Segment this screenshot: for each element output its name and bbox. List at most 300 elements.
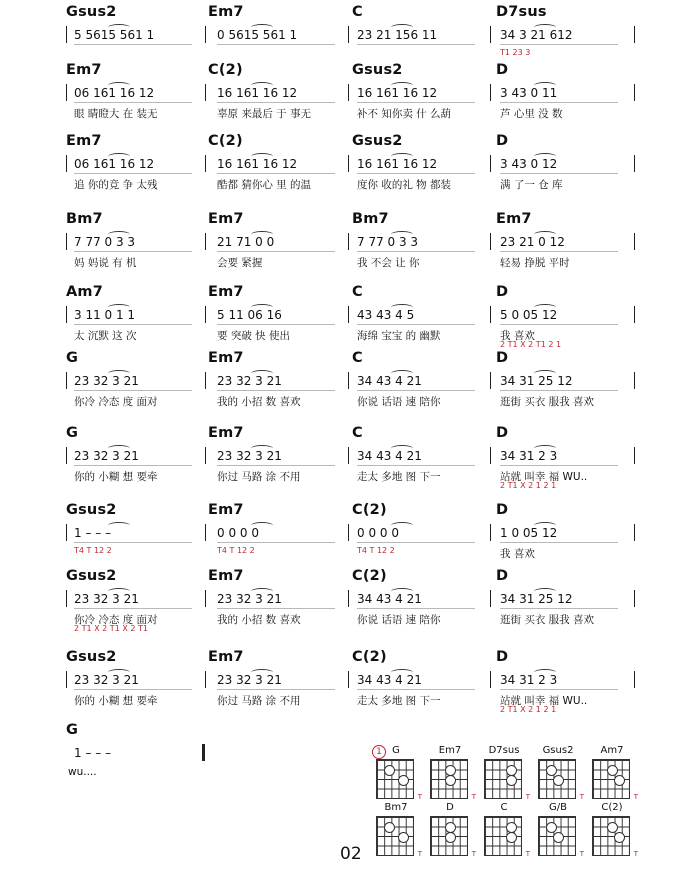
- beam-underline: [74, 608, 192, 609]
- chord-name: C(2): [208, 133, 243, 149]
- tab-annotation: 2 T1 X 2 1 2 1: [500, 481, 557, 490]
- measure-notes: 23 32 3 21: [217, 449, 282, 463]
- bar-line: [490, 26, 491, 43]
- lyric-line: 逛街 买衣 服我 喜欢: [500, 396, 595, 408]
- tab-annotation: T4 T 12 2: [357, 546, 395, 555]
- bar-line: [348, 590, 349, 607]
- beam-underline: [217, 542, 335, 543]
- chord-name: D: [496, 350, 509, 366]
- measure-notes: 0 0 0 0: [217, 526, 259, 540]
- beam-underline: [357, 465, 475, 466]
- chord-diagram: [370, 802, 422, 860]
- lyric-line: 站就 叫幸 福 WU..: [500, 695, 588, 707]
- finger-dot: [506, 775, 517, 786]
- beam-underline: [500, 465, 618, 466]
- beam-underline: [74, 44, 192, 45]
- bar-line: [66, 84, 67, 101]
- measure-notes: 34 43 4 21: [357, 449, 422, 463]
- bar-line: [205, 84, 206, 101]
- chord-name: C: [352, 284, 363, 300]
- bar-line: [490, 524, 491, 541]
- tab-row: [0, 502, 680, 572]
- lyric-line: 你说 话语 速 陪你: [357, 396, 441, 408]
- chord-diagram-name: G: [392, 745, 400, 756]
- bar-line: [205, 447, 206, 464]
- chord-diagram-name: C: [500, 802, 508, 813]
- thumb-marker: T: [579, 793, 584, 801]
- finger-dot: [384, 765, 395, 776]
- finger-dot: [445, 832, 456, 843]
- page-number: 02: [340, 844, 362, 864]
- lyric-line: 逛街 买衣 服我 喜欢: [500, 614, 595, 626]
- measure-notes: 23 32 3 21: [74, 374, 139, 388]
- lyric-line: 要 突破 快 使出: [217, 330, 291, 342]
- bar-line: [634, 447, 635, 464]
- lyric-line: 你冷 冷态 度 面对: [74, 396, 158, 408]
- beam-underline: [217, 689, 335, 690]
- lyric-line: 我 喜欢: [500, 548, 535, 560]
- bar-line: [205, 590, 206, 607]
- thumb-marker: T: [633, 850, 638, 858]
- chord-name: Em7: [66, 62, 102, 78]
- tab-row: [0, 62, 680, 132]
- tie-arc: [534, 304, 556, 311]
- tab-row: [0, 568, 680, 638]
- chord-name: D: [496, 502, 509, 518]
- bar-line: [490, 372, 491, 389]
- chord-name: Gsus2: [66, 649, 117, 665]
- measure-notes: 5 0 05 12: [500, 308, 558, 322]
- bar-line: [490, 84, 491, 101]
- tab-row: [0, 350, 680, 420]
- tab-row: [0, 211, 680, 281]
- lyric-line: 走太 多地 图 下一: [357, 695, 441, 707]
- lyric-line: 太 沉默 这 次: [74, 330, 137, 342]
- beam-underline: [217, 465, 335, 466]
- tie-arc: [391, 82, 413, 89]
- beam-underline: [500, 251, 618, 252]
- chord-diagram: [586, 745, 638, 803]
- bar-line: [490, 306, 491, 323]
- measure-notes: 16 161 16 12: [357, 157, 438, 171]
- measure-notes: 23 32 3 21: [74, 592, 139, 606]
- chord-name: Gsus2: [352, 62, 403, 78]
- lyric-line: 我 喜欢: [500, 330, 535, 342]
- lyric-line: 你过 马路 涂 不用: [217, 471, 301, 483]
- tab-annotation: T4 T 12 2: [74, 546, 112, 555]
- measure-notes: 34 43 4 21: [357, 374, 422, 388]
- beam-underline: [357, 689, 475, 690]
- beam-underline: [357, 173, 475, 174]
- tie-arc: [534, 153, 556, 160]
- measure-notes: 7 77 0 3 3: [357, 235, 419, 249]
- finger-dot: [546, 765, 557, 776]
- bar-line: [634, 84, 635, 101]
- tie-arc: [391, 669, 413, 676]
- finger-dot: [445, 775, 456, 786]
- chord-name: Em7: [208, 502, 244, 518]
- tie-arc: [108, 231, 130, 238]
- chord-diagram: [478, 745, 530, 803]
- bar-line: [66, 233, 67, 250]
- lyric-line: 海绵 宝宝 的 幽默: [357, 330, 441, 342]
- finger-dot: [614, 832, 625, 843]
- bar-line: [66, 26, 67, 43]
- lyric-line: 你过 马路 涂 不用: [217, 695, 301, 707]
- chord-name: C(2): [352, 502, 387, 518]
- lyric-line: 我 不会 让 你: [357, 257, 420, 269]
- bar-line: [634, 26, 635, 43]
- bar-line: [205, 233, 206, 250]
- chord-diagram-name: G/B: [549, 802, 567, 813]
- chord-name: Am7: [66, 284, 104, 300]
- chord-diagram-name: D7sus: [488, 745, 520, 756]
- bar-line: [348, 155, 349, 172]
- tab-annotation: 2 T1 X 2 1 2 1: [500, 705, 557, 714]
- measure-notes: 23 32 3 21: [74, 673, 139, 687]
- tie-arc: [108, 669, 130, 676]
- bar-line: [348, 233, 349, 250]
- finger-dot: [398, 775, 409, 786]
- bar-line: [634, 155, 635, 172]
- measure-notes: 16 161 16 12: [217, 157, 298, 171]
- tie-arc: [391, 153, 413, 160]
- measure-notes: 0 5615 561 1: [217, 28, 298, 42]
- measure-notes: 34 31 2 3: [500, 449, 558, 463]
- bar-line: [66, 372, 67, 389]
- finger-dot: [607, 765, 618, 776]
- chord-name: C(2): [208, 62, 243, 78]
- beam-underline: [500, 542, 618, 543]
- tie-arc: [251, 522, 273, 529]
- chord-name: D: [496, 62, 509, 78]
- lyric-line: 满 了一 仓 库: [500, 179, 563, 191]
- chord-diagram: [424, 745, 476, 803]
- measure-notes: 23 21 156 11: [357, 28, 438, 42]
- bar-line: [205, 524, 206, 541]
- lyric-line: 会要 紧握: [217, 257, 263, 269]
- bar-line: [634, 372, 635, 389]
- measure-notes: 3 11 0 1 1: [74, 308, 136, 322]
- measure-notes: 0 0 0 0: [357, 526, 399, 540]
- beam-underline: [357, 542, 475, 543]
- chord-name: Em7: [208, 425, 244, 441]
- measure-notes: 1 – – –: [74, 526, 112, 540]
- tab-annotation: 2 T1 X 2 T1 X 2 T1: [74, 624, 148, 633]
- beam-underline: [500, 102, 618, 103]
- chord-name: Em7: [66, 133, 102, 149]
- beam-underline: [74, 390, 192, 391]
- finger-dot: [553, 775, 564, 786]
- tie-arc: [251, 82, 273, 89]
- measure-notes: 16 161 16 12: [217, 86, 298, 100]
- bar-line: [205, 372, 206, 389]
- chord-name: C(2): [352, 649, 387, 665]
- measure-notes: 16 161 16 12: [357, 86, 438, 100]
- thumb-marker: T: [417, 850, 422, 858]
- tie-arc: [251, 445, 273, 452]
- chord-name: D: [496, 649, 509, 665]
- chord-name: Bm7: [352, 211, 389, 227]
- lyric-line: 酷都 猜你心 里 的温: [217, 179, 312, 191]
- chord-diagram: [532, 745, 584, 803]
- bar-line: [634, 671, 635, 688]
- bar-line: [205, 671, 206, 688]
- bar-line: [66, 524, 67, 541]
- beam-underline: [74, 689, 192, 690]
- bar-line: [490, 447, 491, 464]
- bar-line: [205, 26, 206, 43]
- measure-notes: 34 31 25 12: [500, 374, 573, 388]
- tie-arc: [391, 370, 413, 377]
- tie-arc: [251, 304, 273, 311]
- bar-line: [490, 590, 491, 607]
- lyric-line: 妈 妈说 有 机: [74, 257, 137, 269]
- measure-notes: 06 161 16 12: [74, 86, 155, 100]
- tie-arc: [534, 24, 556, 31]
- measure-notes: 5 11 06 16: [217, 308, 282, 322]
- finger-circle-marker: 1: [372, 745, 386, 759]
- tie-arc: [251, 669, 273, 676]
- chord-name: Bm7: [66, 211, 103, 227]
- tie-arc: [534, 669, 556, 676]
- tie-arc: [534, 445, 556, 452]
- beam-underline: [74, 542, 192, 543]
- beam-underline: [74, 251, 192, 252]
- chord-name: D: [496, 284, 509, 300]
- tab-row: [0, 284, 680, 354]
- chord-name: Em7: [208, 4, 244, 20]
- tie-arc: [108, 588, 130, 595]
- measure-notes: 23 32 3 21: [217, 374, 282, 388]
- bar-line: [490, 233, 491, 250]
- bar-line: [66, 155, 67, 172]
- beam-underline: [357, 390, 475, 391]
- thumb-marker: T: [471, 793, 476, 801]
- chord-name: Em7: [208, 284, 244, 300]
- chord-name: G: [66, 425, 79, 441]
- finger-dot: [506, 832, 517, 843]
- beam-underline: [500, 44, 618, 45]
- chord-name: G: [66, 722, 79, 738]
- bar-line: [348, 372, 349, 389]
- bar-line: [634, 306, 635, 323]
- chord-name: Em7: [208, 568, 244, 584]
- measure-notes: 3 43 0 12: [500, 157, 558, 171]
- beam-underline: [500, 390, 618, 391]
- lyric-line: 追 你的竞 争 太残: [74, 179, 158, 191]
- chord-name: Em7: [208, 649, 244, 665]
- tie-arc: [534, 588, 556, 595]
- beam-underline: [74, 324, 192, 325]
- chord-name: C: [352, 425, 363, 441]
- tie-arc: [391, 24, 413, 31]
- measure-notes: 5 5615 561 1: [74, 28, 155, 42]
- lyric-line: 辜原 来最后 于 事无: [217, 108, 312, 120]
- measure-notes: 23 32 3 21: [74, 449, 139, 463]
- measure-notes: 23 21 0 12: [500, 235, 565, 249]
- finger-dot: [553, 832, 564, 843]
- measure-notes: 23 32 3 21: [217, 592, 282, 606]
- bar-line: [348, 84, 349, 101]
- tie-arc: [534, 231, 556, 238]
- tab-annotation: T1 23 3: [500, 48, 531, 57]
- thumb-marker: T: [579, 850, 584, 858]
- bar-line: [348, 524, 349, 541]
- chord-name: C: [352, 350, 363, 366]
- chord-diagram: [586, 802, 638, 860]
- beam-underline: [217, 390, 335, 391]
- measure-notes: 1 – – –: [74, 746, 112, 760]
- lyric-line: 你的 小糊 想 要牵: [74, 471, 158, 483]
- finger-dot: [398, 832, 409, 843]
- finger-dot: [546, 822, 557, 833]
- bar-line: [490, 671, 491, 688]
- beam-underline: [357, 324, 475, 325]
- tie-arc: [391, 588, 413, 595]
- lyric-line: 你的 小糊 想 要牵: [74, 695, 158, 707]
- lyric-line: 芦 心里 没 数: [500, 108, 563, 120]
- measure-notes: 06 161 16 12: [74, 157, 155, 171]
- beam-underline: [500, 173, 618, 174]
- lyric-line: 眼 睛瞪大 在 装无: [74, 108, 158, 120]
- tie-arc: [251, 370, 273, 377]
- measure-notes: 43 43 4 5: [357, 308, 415, 322]
- tab-annotation: T4 T 12 2: [217, 546, 255, 555]
- bar-line: [348, 306, 349, 323]
- chord-name: D: [496, 133, 509, 149]
- beam-underline: [500, 608, 618, 609]
- tie-arc: [108, 82, 130, 89]
- tie-arc: [391, 522, 413, 529]
- tie-arc: [251, 153, 273, 160]
- tie-arc: [534, 370, 556, 377]
- beam-underline: [500, 689, 618, 690]
- tie-arc: [251, 231, 273, 238]
- chord-name: G: [66, 350, 79, 366]
- measure-notes: 34 31 2 3: [500, 673, 558, 687]
- chord-diagram: [424, 802, 476, 860]
- measure-notes: 34 31 25 12: [500, 592, 573, 606]
- beam-underline: [74, 465, 192, 466]
- tie-arc: [108, 153, 130, 160]
- beam-underline: [217, 251, 335, 252]
- bar-line: [634, 233, 635, 250]
- chord-name: Em7: [496, 211, 532, 227]
- beam-underline: [217, 44, 335, 45]
- beam-underline: [74, 102, 192, 103]
- bar-line: [205, 306, 206, 323]
- bar-line: [66, 306, 67, 323]
- beam-underline: [74, 173, 192, 174]
- chord-name: Gsus2: [352, 133, 403, 149]
- bar-line: [634, 524, 635, 541]
- final-bar-line: [202, 744, 205, 761]
- tie-arc: [108, 370, 130, 377]
- beam-underline: [357, 102, 475, 103]
- tie-arc: [391, 231, 413, 238]
- beam-underline: [217, 608, 335, 609]
- chord-diagram-name: Em7: [438, 745, 462, 756]
- bar-line: [205, 155, 206, 172]
- bar-line: [66, 447, 67, 464]
- bar-line: [66, 590, 67, 607]
- bar-line: [66, 671, 67, 688]
- chord-diagram-name: Am7: [600, 745, 624, 756]
- finger-dot: [384, 822, 395, 833]
- thumb-marker: T: [417, 793, 422, 801]
- lyric-line: wu....: [68, 766, 97, 778]
- thumb-marker: T: [525, 850, 530, 858]
- tie-arc: [108, 304, 130, 311]
- bar-line: [348, 447, 349, 464]
- tab-row: [0, 133, 680, 203]
- thumb-marker: T: [633, 793, 638, 801]
- measure-notes: 34 43 4 21: [357, 592, 422, 606]
- chord-diagram: [532, 802, 584, 860]
- tie-arc: [534, 82, 556, 89]
- lyric-line: 补不 知你卖 什 么葫: [357, 108, 452, 120]
- tie-arc: [108, 522, 130, 529]
- measure-notes: 21 71 0 0: [217, 235, 275, 249]
- chord-diagram-name: Gsus2: [542, 745, 574, 756]
- measure-notes: 7 77 0 3 3: [74, 235, 136, 249]
- lyric-line: 轻易 挣脱 平时: [500, 257, 570, 269]
- chord-diagram-name: C(2): [601, 802, 623, 813]
- chord-name: D: [496, 568, 509, 584]
- lyric-line: 你说 话语 速 陪你: [357, 614, 441, 626]
- chord-name: Gsus2: [66, 502, 117, 518]
- chord-name: C: [352, 4, 363, 20]
- bar-line: [490, 155, 491, 172]
- chord-name: Em7: [208, 350, 244, 366]
- beam-underline: [357, 44, 475, 45]
- chord-diagram: [478, 802, 530, 860]
- beam-underline: [217, 324, 335, 325]
- thumb-marker: T: [471, 850, 476, 858]
- finger-dot: [614, 775, 625, 786]
- chord-name: D7sus: [496, 4, 547, 20]
- beam-underline: [217, 173, 335, 174]
- lyric-line: 我的 小招 数 喜欢: [217, 396, 301, 408]
- tie-arc: [391, 445, 413, 452]
- beam-underline: [357, 251, 475, 252]
- beam-underline: [500, 324, 618, 325]
- tie-arc: [251, 24, 273, 31]
- bar-line: [634, 590, 635, 607]
- lyric-line: 你冷 冷态 度 面对: [74, 614, 158, 626]
- chord-name: D: [496, 425, 509, 441]
- chord-name: C(2): [352, 568, 387, 584]
- tie-arc: [251, 588, 273, 595]
- measure-notes: 34 43 4 21: [357, 673, 422, 687]
- lyric-line: 站就 叫幸 福 WU..: [500, 471, 588, 483]
- lyric-line: 走太 多地 图 下一: [357, 471, 441, 483]
- tab-row: [0, 425, 680, 495]
- finger-dot: [607, 822, 618, 833]
- measure-notes: 1 0 05 12: [500, 526, 558, 540]
- tie-arc: [108, 24, 130, 31]
- chord-name: Gsus2: [66, 4, 117, 20]
- chord-diagram-name: Bm7: [384, 802, 408, 813]
- bar-line: [348, 671, 349, 688]
- beam-underline: [217, 102, 335, 103]
- tie-arc: [534, 522, 556, 529]
- measure-notes: 3 43 0 11: [500, 86, 558, 100]
- measure-notes: 34 3 21 612: [500, 28, 573, 42]
- chord-name: Em7: [208, 211, 244, 227]
- thumb-marker: T: [525, 793, 530, 801]
